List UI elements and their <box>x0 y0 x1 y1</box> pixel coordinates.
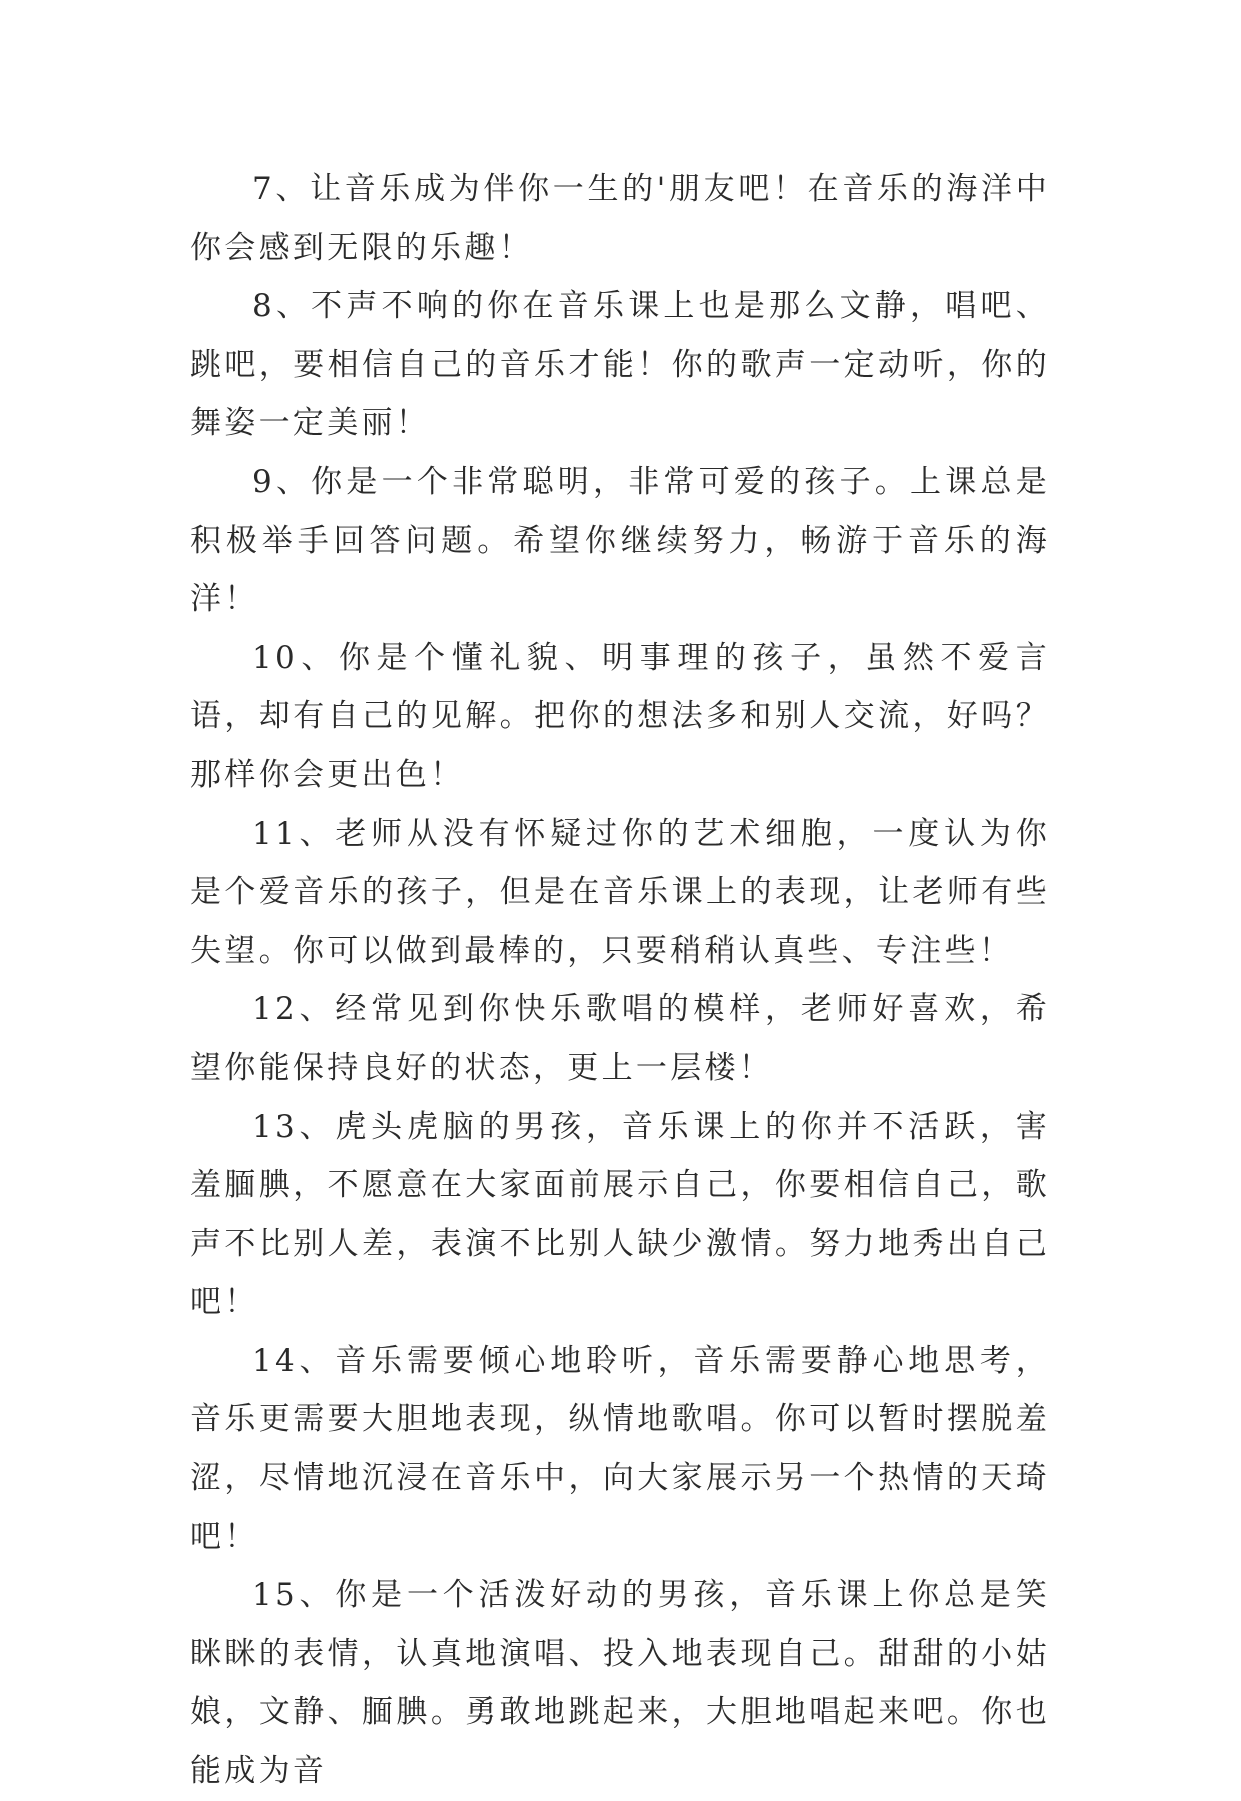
document-body <box>190 160 1050 1801</box>
paragraph-12: 12、经常见到你快乐歌唱的模样，老师好喜欢，希望你能保持良好的状态，更上一层楼！ <box>190 991 1050 1086</box>
paragraph-13: 13、虎头虎脑的男孩，音乐课上的你并不活跃，害羞腼腆，不愿意在大家面前展示自己，你要相信自己，歌声不比别人差，表演不比别人缺少激情。努力地秀出自己吧！ <box>190 1108 1050 1321</box>
paragraph-10: 10、你是个懂礼貌、明事理的孩子，虽然不爱言语，却有自己的见解。把你的想法多和别人交流，好吗？那样你会更出色！ <box>190 639 1050 793</box>
paragraph-9: 9、你是一个非常聪明，非常可爱的孩子。上课总是积极举手回答问题。希望你继续努力，畅游于音乐的海洋！ <box>190 463 1050 618</box>
paragraph-8: 8、不声不响的你在音乐课上也是那么文静，唱吧、跳吧，要相信自己的音乐才能！你的歌声一定动听，你的舞姿一定美丽！ <box>190 288 1050 442</box>
paragraph-7: 7、让音乐成为伴你一生的'朋友吧！在音乐的海洋中你会感到无限的乐趣！ <box>190 171 1050 266</box>
paragraph-15: 15、你是一个活泼好动的男孩，音乐课上你总是笑眯眯的表情，认真地演唱、投入地表现自己。甜甜的小姑娘，文静、腼腆。勇敢地跳起来，大胆地唱起来吧。你也能成为音 <box>190 1577 1050 1790</box>
paragraph-14: 14、音乐需要倾心地聆听，音乐需要静心地思考，音乐更需要大胆地表现，纵情地歌唱。你可以暂时摆脱羞涩，尽情地沉浸在音乐中，向大家展示另一个热情的天琦吧！ <box>190 1342 1050 1555</box>
paragraph-11: 11、老师从没有怀疑过你的艺术细胞，一度认为你是个爱音乐的孩子，但是在音乐课上的表现，让老师有些失望。你可以做到最棒的，只要稍稍认真些、专注些！ <box>190 815 1050 969</box>
